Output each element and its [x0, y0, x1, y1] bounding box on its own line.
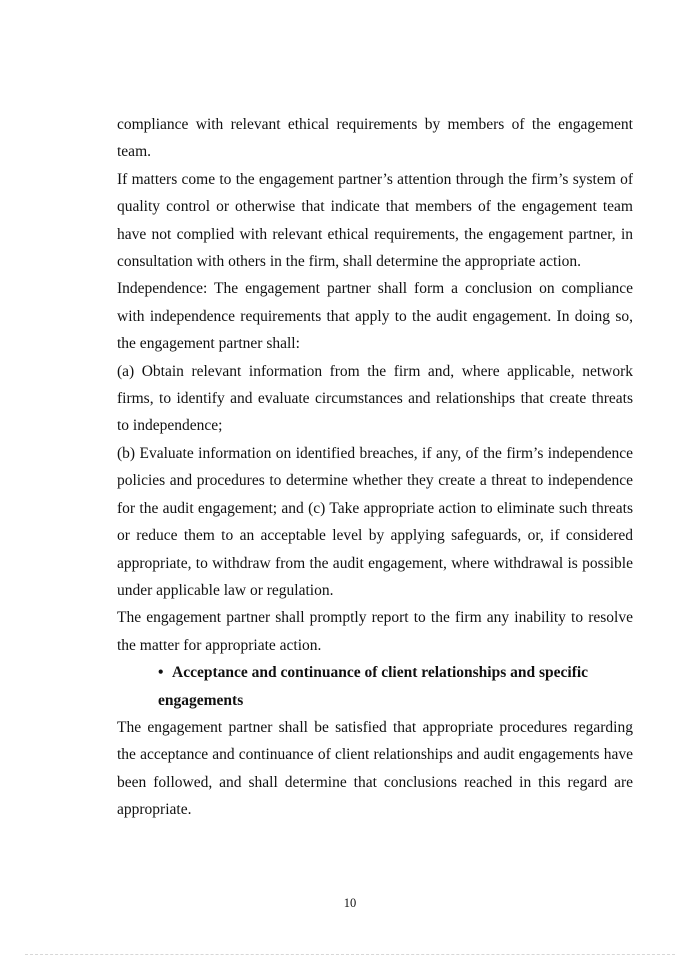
paragraph-item-b: (b) Evaluate information on identified breaches, if any, of the firm’s independence policies and procedures to determine whether they create a threat to independence for the audit engagement; and (c) Take appropriate action to eliminate such threats or reduce them to an acceptable level by applying safeguards, or, if considered appropriate, to withdraw from the audit engagement, where withdrawal is possible under applicable law or regulation.: [117, 444, 633, 599]
section-heading-text: Acceptance and continuance of client relationships and specific engagements: [158, 664, 589, 709]
section-heading: [117, 659, 633, 714]
page-number: 10: [343, 896, 357, 910]
page-body: [117, 111, 633, 824]
paragraph-report-inability: The engagement partner shall promptly report to the firm any inability to resolve the matter for appropriate action.: [117, 609, 633, 654]
paragraph-matters-attention: If matters come to the engagement partner’s attention through the firm’s system of quality control or otherwise that indicate that members of the engagement team have not complied with relevant ethical requirements, the engagement partner, in consultation with others in the firm, shall determine the appropriate action.: [117, 170, 633, 271]
page-bottom-divider: [25, 954, 675, 955]
bullet-icon: •: [158, 664, 164, 682]
paragraph-independence: Independence: The engagement partner shall form a conclusion on compliance with independence requirements that apply to the audit engagement. In doing so, the engagement partner shall:: [117, 280, 633, 353]
paragraph-item-a: (a) Obtain relevant information from the firm and, where applicable, network firms, to identify and evaluate circumstances and relationships that create threats to independence;: [117, 362, 633, 435]
paragraph-acceptance: The engagement partner shall be satisfied that appropriate procedures regarding the acceptance and continuance of client relationships and audit engagements have been followed, and shall determine that conclusions reached in this regard are appropriate.: [117, 718, 633, 819]
paragraph-ethical-compliance: compliance with relevant ethical requirements by members of the engagement team.: [117, 116, 633, 161]
